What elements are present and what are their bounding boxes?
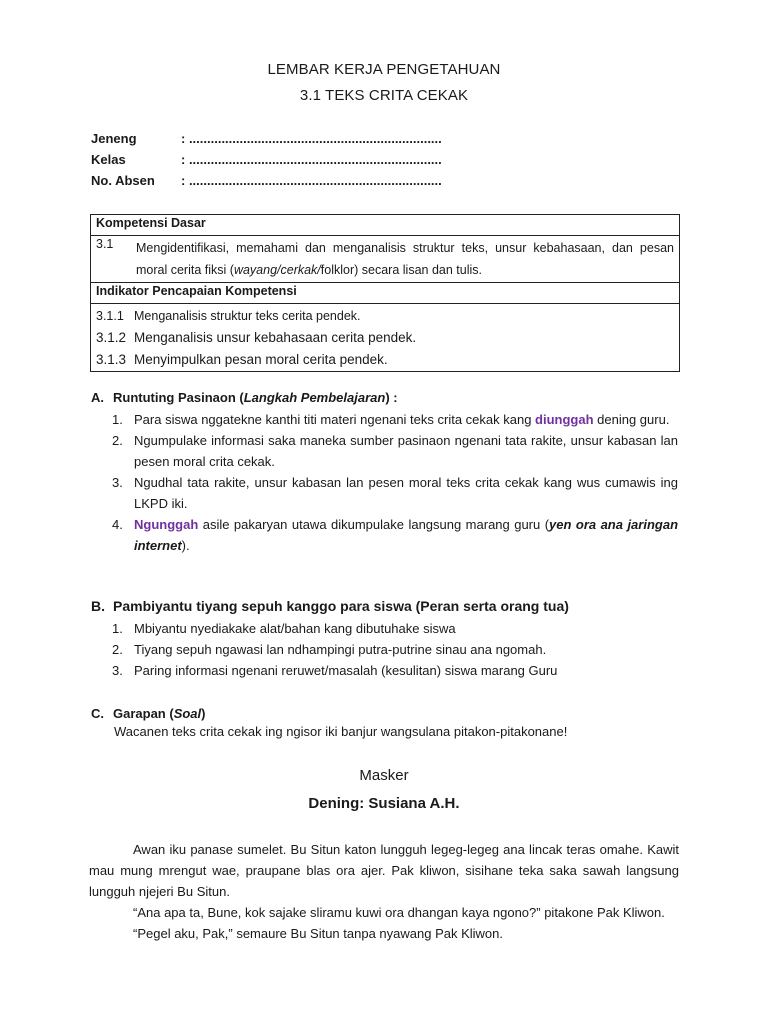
list-item: 4. Ngunggah asile pakaryan utawa dikumpulake langsung marang guru (yen ora ana jaringan internet). xyxy=(112,517,679,553)
ipk-item xyxy=(96,305,674,326)
worksheet-subtitle: 3.1 TEKS CRITA CEKAK xyxy=(299,87,469,104)
ipk-text: Menganalisis unsur kebahasaan cerita pendek. xyxy=(134,329,417,345)
ipk-header: Indikator Pencapaian Kompetensi xyxy=(91,283,680,304)
highlight-word: Ngunggah xyxy=(134,517,199,532)
identity-blank: : ...................................................................... xyxy=(181,173,442,188)
section-b-list xyxy=(112,618,678,681)
story-paragraph: “Pegel aku, Pak,” semaure Bu Situn tanpa nyawang Pak Kliwon. xyxy=(133,926,503,941)
section-c-heading: C. Garapan (Soal) xyxy=(91,706,206,721)
section-b-heading: B. Pambiyantu tiyang sepuh kanggo para siswa (Peran serta orang tua) xyxy=(91,598,569,614)
kd-cell xyxy=(91,236,680,283)
ipk-cell xyxy=(91,304,680,372)
story-title: Masker xyxy=(359,767,409,784)
identity-name-row xyxy=(91,131,442,146)
list-item: 3. Ngudhal tata rakite, unsur kabasan lan pesen moral teks crita cekak kang wus cumawis ing LKPD iki. xyxy=(112,475,678,511)
ipk-number: 3.1.3 xyxy=(96,351,127,367)
kd-number: 3.1 xyxy=(96,237,114,251)
competency-table xyxy=(90,214,680,372)
ipk-text: Menganalisis struktur teks cerita pendek. xyxy=(134,308,361,323)
list-item: 2. Tiyang sepuh ngawasi lan ndhampingi putra-putrine sinau ana ngomah. xyxy=(112,642,547,657)
identity-number-row xyxy=(91,173,442,188)
identity-blank: : ...................................................................... xyxy=(181,131,442,146)
worksheet-title: LEMBAR KERJA PENGETAHUAN xyxy=(267,61,501,78)
section-a-list xyxy=(112,409,678,556)
ipk-number: 3.1.2 xyxy=(96,329,127,345)
list-item: 3. Paring informasi ngenani reruwet/masalah (kesulitan) siswa marang Guru xyxy=(112,663,558,678)
list-item: 1. Mbiyantu nyediakake alat/bahan kang dibutuhake siswa xyxy=(112,621,456,636)
identity-blank: : ...................................................................... xyxy=(181,152,442,167)
list-item: 1. Para siswa nggatekne kanthi titi materi ngenani teks crita cekak kang diunggah dening guru. xyxy=(112,412,670,427)
kd-text: Mengidentifikasi, memahami dan menganalisis struktur teks, unsur kebahasaan, dan pesan moral cerita fiksi (wayang/cerkak/folklor) secara lisan dan tulis. xyxy=(136,241,674,277)
kd-header: Kompetensi Dasar xyxy=(91,215,680,236)
ipk-item xyxy=(96,326,674,348)
identity-label: Kelas xyxy=(91,152,126,167)
identity-label: No. Absen xyxy=(91,173,155,188)
story-paragraph: “Ana apa ta, Bune, kok sajake sliramu kuwi ora dhangan kaya ngono?” pitakone Pak Kliwon. xyxy=(133,905,665,920)
story-paragraph: Awan iku panase sumelet. Bu Situn katon lungguh legeg-legeg ana lincak teras omahe. Kawit mau mung mrengut wae, praupane blas ora ajer. Pak kliwon, sisihane teka saka sawah langsung lungguh njejeri Bu Situn. xyxy=(89,842,679,899)
section-c-instruction: Wacanen teks crita cekak ing ngisor iki banjur wangsulana pitakon-pitakonane! xyxy=(114,724,568,739)
list-item: 2. Ngumpulake informasi saka maneka sumber pasinaon ngenani tata rakite, unsur kabasan lan pesen moral crita cekak. xyxy=(112,433,678,469)
ipk-number: 3.1.1 xyxy=(96,308,124,323)
story-body xyxy=(89,839,679,944)
ipk-text: Menyimpulkan pesan moral cerita pendek. xyxy=(134,351,388,367)
ipk-item xyxy=(96,348,674,370)
identity-class-row xyxy=(91,152,442,167)
section-a-heading: A. Runtuting Pasinaon (Langkah Pembelajaran) : xyxy=(91,390,398,405)
highlight-word: diunggah xyxy=(535,412,594,427)
story-author: Dening: Susiana A.H. xyxy=(308,795,460,812)
identity-label: Jeneng xyxy=(91,131,137,146)
